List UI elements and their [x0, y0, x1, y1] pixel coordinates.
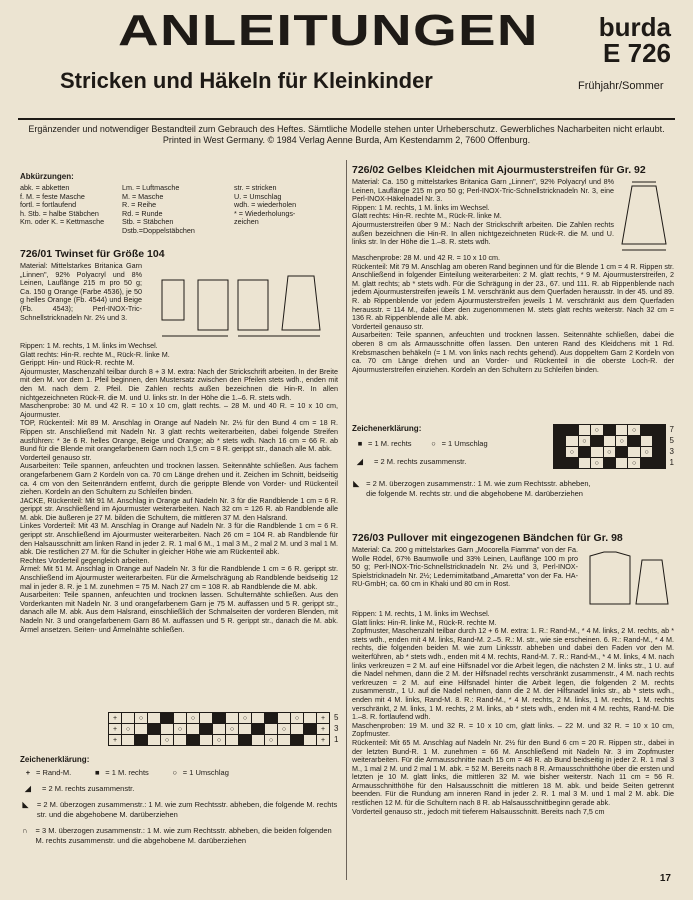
- chart-cell: [578, 447, 590, 458]
- twinset-material: Material: Mittelstarkes Britanica Garn „Linnen", 92% Polyacryl und 8% Leinen, Lauflänge 215 m pro 50 g; Ca. 150 g Orange (Farbe 4536), je 50 g helles Orange (Fb. 4544) und Beige (Fb. 4543); Perl-INOX-Tric-Schnellstricknadeln Nr. 2½ und 3.: [20, 261, 142, 322]
- kleidchen-maschenprobe: Maschenprobe: 28 M. und 42 R. = 10 x 10 cm.: [352, 253, 501, 262]
- legend-text: = 1 Umschlag: [182, 768, 229, 777]
- legend-item: [89, 768, 149, 778]
- chart-cell: [304, 735, 317, 746]
- chart-row: [553, 436, 665, 447]
- chart-cell: ○: [213, 735, 226, 746]
- chart-cell: [278, 735, 291, 746]
- chart-cell: [603, 436, 615, 447]
- chart-cell: [591, 436, 603, 447]
- chart-cell: [640, 458, 652, 469]
- circle-icon: ○: [172, 768, 178, 777]
- legal-notice: Ergänzender und notwendiger Bestandteil zum Gebrauch des Heftes. Sämtliche Modelle stehen unter Urheberschutz. Gewerbliches Nacharbeiten nicht erlaubt. Printed in West Germany. © 1984 Verlag Aenne Burda, Am Kestendamm 2, 7600 Offenburg.: [28, 124, 665, 145]
- chart-cell: [122, 713, 135, 724]
- sleeve-pattern-piece: [282, 276, 320, 330]
- left-decrease-icon: ◣: [353, 479, 359, 488]
- chart-cell: [265, 724, 278, 735]
- legend-item: [426, 439, 488, 449]
- chart-cell: ○: [566, 447, 578, 458]
- kleidchen-schematic-diagram: [618, 178, 672, 254]
- abbr-item: R. = Reihe: [122, 200, 157, 210]
- chart-cell: [553, 458, 565, 469]
- abbr-item: abk. = abketten: [20, 183, 70, 192]
- legend-text: = 1 M. rechts: [105, 768, 149, 777]
- chart-cell: [187, 735, 200, 746]
- kleidchen-ajour: Ajourmusterstreifen über 9 M.: Nach der Strickschrift arbeiten. Die Zahlen rechts außen bezeichnen die Hin-R. In allen nichtgezeichneten Rück-R. die M. und U. links str. In der Höhe die 1.–8. R. stets wdh.: [352, 219, 614, 247]
- twinset-top-back: TOP, Rückenteil: Mit 89 M. Anschlag in Orange auf Nadeln Nr. 2½ für den Bund 4 cm = 18 R. Rippen str. Anschließend mit Nadeln Nr. 3 glatt rechts weiterarbeiten, dabei folgende Streifen ausführen: * 3e 6 R. helles Orange, Beige und Orange; ab * stets wdh. Nach 16 cm = 66 R. ab Bund für die Blende mit orangefarbenem Garn noch 1,5 cm = 8 R. gerippt str., danach alle M. abk.: [20, 418, 338, 454]
- dress-pattern-piece: [622, 186, 666, 244]
- abbr-item: Km. oder K. = Kettmasche: [20, 217, 105, 227]
- abbr-item: * = Wiederholungs-: [234, 208, 296, 218]
- kleidchen-section: [352, 164, 674, 374]
- chart-cell: [122, 735, 135, 746]
- double-decrease-icon: ∩: [22, 826, 28, 835]
- issue-number: E 726: [603, 38, 671, 68]
- chart-cell: [200, 724, 213, 735]
- legend-item: [20, 800, 338, 820]
- kleidchen-chart-grid: [553, 424, 666, 469]
- circle-icon: ○: [431, 439, 436, 448]
- twinset-maschenprobe: Maschenprobe: 30 M. und 42 R. = 10 x 10 cm, glatt rechts. – 28 M. und 40 R. = 10 x 10 cm, Ajourmuster.: [20, 401, 338, 419]
- abbr-item: M. = Masche: [122, 191, 164, 201]
- twinset-ajourmuster: Ajourmuster, Maschenzahl teilbar durch 8 + 3 M. extra: Nach der Strickschrift arbeiten. In der Breite mit den M. vor dem 1. Pfeil beginnen, den Mustersatz zwischen den Pfeilen stets wdh., enden mit den M. nach dem 2. Pfeil. Die Zahlen rechts außen bezeichnen die Hin-R. In allen nichtgezeichneten Rück-R. die M. und U. links str. In der Höhe die 1.–6. R. stets wdh.: [20, 366, 338, 402]
- legend-text: = 3 M. überzogen zusammenstr.: 1 M. wie zum Rechtsstr. abheben, die beiden folgenden M. rechts zusammenstr. und die abgehobene M. darüberziehen: [35, 826, 332, 845]
- abbr-item: Dstb.=Doppelstäbchen: [122, 225, 195, 235]
- pullover-heading: 726/03 Pullover mit eingezogenen Bändchen für Gr. 98: [352, 532, 623, 544]
- pullover-rippen: Rippen: 1 M. rechts, 1 M. links im Wechsel.: [352, 609, 490, 618]
- twinset-glatt: Glatt rechts: Hin-R. rechte M., Rück-R. linke M.: [20, 349, 170, 359]
- chart-row: [553, 447, 665, 458]
- filled-square-icon: ■: [357, 439, 363, 448]
- chart-cell: [252, 713, 265, 724]
- abbr-item: wdh. = wiederholen: [234, 200, 297, 210]
- chart-cell: [615, 425, 627, 436]
- chart-cell: [252, 724, 265, 735]
- legend-text: = 2 M. rechts zusammenstr.: [374, 457, 467, 466]
- twinset-rippen: Rippen: 1 M. rechts, 1 M. links im Wechsel.: [20, 341, 158, 350]
- top-pattern-piece: [162, 280, 184, 320]
- chart-cell: [291, 735, 304, 746]
- legend-item: [20, 768, 71, 778]
- legend-item: [20, 826, 338, 846]
- row-number: 1: [669, 458, 674, 467]
- brand-block: [599, 14, 671, 66]
- chart-cell: ○: [603, 447, 615, 458]
- chart-cell: ○: [122, 724, 135, 735]
- twinset-top-front: Vorderteil genauso str.: [20, 452, 92, 462]
- chart-cell: [135, 735, 148, 746]
- chart-cell: [553, 447, 565, 458]
- twinset-section: [20, 248, 338, 634]
- chart-cell: +: [109, 735, 122, 746]
- header-divider: [18, 118, 675, 120]
- chart-cell: ○: [239, 713, 252, 724]
- jacket-back-pattern-piece: [198, 280, 228, 330]
- chart-row: [553, 458, 665, 469]
- pullover-schematic-diagram: [582, 546, 672, 610]
- twinset-sleeve: Ärmel: Mit 51 M. Anschlag in Orange auf Nadeln Nr. 3 für die Randblende 1 cm = 6 R. gerippt str. Anschließend im Ajourmuster weiterarbeiten. Für die Ärmelschrägung ab Randblende beidseitig 12 mal in jeder 8. R. je 1 M. zunehmen = 75 M. Nach 27 cm = 108 R. ab Randblende die M. abk.: [20, 564, 338, 591]
- chart-cell: ○: [615, 436, 627, 447]
- chart-cell: ○: [265, 735, 278, 746]
- chart-cell: [239, 724, 252, 735]
- chart-cell: [640, 425, 652, 436]
- pullover-section: [352, 532, 674, 816]
- chart-cell: ○: [578, 436, 590, 447]
- pullover-front: Vorderteil genauso str., jedoch mit tieferem Halsausschnitt. Bereits nach 7,5 cm: [352, 806, 605, 816]
- kleidchen-legend-heading: Zeichenerklärung:: [352, 424, 422, 433]
- chart-cell: [628, 447, 640, 458]
- twinset-chart-grid: [108, 712, 330, 746]
- chart-cell: ○: [174, 724, 187, 735]
- chart-cell: [566, 458, 578, 469]
- chart-cell: [291, 724, 304, 735]
- plus-icon: +: [25, 768, 31, 777]
- abbr-item: Rd. = Runde: [122, 208, 163, 218]
- chart-cell: +: [109, 713, 122, 724]
- chart-cell: [161, 713, 174, 724]
- abbr-item: fortl. = fortlaufend: [20, 200, 77, 210]
- kleidchen-glatt: Glatt rechts: Hin-R. rechte M., Rück-R. linke M.: [352, 211, 502, 221]
- chart-cell: [603, 458, 615, 469]
- chart-cell: [304, 713, 317, 724]
- abbreviations-box: [20, 172, 338, 242]
- chart-cell: [200, 735, 213, 746]
- abbreviations-heading: Abkürzungen:: [20, 172, 74, 181]
- twinset-jacket-left-front: Linkes Vorderteil: Mit 43 M. Anschlag in Orange auf Nadeln Nr. 3 für die Randblende 1 cm = 6 R. gerippt str. Anschließend im Ajourmuster weiterarbeiten. Nach 26 cm = 104 R. ab Randblende für den Halsausschnitt am linken Rand in jeder 2. R. 1 mal 6 M., 1 mal 3 M., 2 mal 2 M. und 3 mal 1 M. abk. Die restlichen 27 M. für die Schulter in gleicher Höhe wie am Rückenteil abk.: [20, 521, 338, 557]
- row-number: 3: [334, 724, 339, 733]
- twinset-jacket-right-front: Rechtes Vorderteil gegengleich arbeiten.: [20, 555, 150, 565]
- legend-item: [352, 479, 592, 499]
- column-divider: [346, 160, 347, 880]
- chart-cell: [653, 447, 665, 458]
- twinset-chart-row-numbers: [334, 712, 338, 746]
- chart-row: [109, 713, 330, 724]
- twinset-jacket-back: JACKE, Rückenteil: Mit 91 M. Anschlag in Orange auf Nadeln Nr. 3 für die Randblende 1 cm = 6 R. gerippt str. Anschließend im Ajourmuster weiterarbeiten. Nach 32 cm = 126 R. ab Randblende alle M. abk. Die äußeren je 27 M. bilden die Schultern, die mittleren 37 M. den Halsrand.: [20, 495, 338, 522]
- chart-cell: [135, 724, 148, 735]
- chart-cell: [640, 436, 652, 447]
- chart-cell: ○: [226, 724, 239, 735]
- kleidchen-rippen: Rippen: 1 M. rechts, 1 M. links im Wechsel.: [352, 202, 490, 212]
- twinset-knitting-chart: [108, 712, 338, 746]
- kleidchen-finish: Ausarbeiten: Teile spannen, anfeuchten und trocknen lassen. Seitennähte schließen, dabei die oberen 8 cm als Armausschnitte offen lassen. Den unteren Rand des Kleidchens mit 1 Rd. Krebsmaschen behäkeln (= 1 M. von links nach rechts gehend). Aus doppeltem Garn 2 Kordeln von ca. 70 cm Länge drehen und an Vorder- und Rückenteil in die oberste Loch-R. der Ajourmusterstreifen einziehen. Kordeln an den Schultern zu Schleifen binden.: [352, 330, 674, 374]
- chart-cell: [174, 735, 187, 746]
- chart-cell: +: [109, 724, 122, 735]
- chart-cell: [213, 713, 226, 724]
- jacket-front-pattern-piece: [238, 280, 268, 330]
- legend-item: [167, 768, 229, 778]
- chart-row: [109, 724, 330, 735]
- chart-cell: [653, 436, 665, 447]
- row-number: 7: [669, 425, 674, 434]
- right-decrease-icon: ◢: [357, 457, 363, 466]
- pullover-zopfmuster: Zopfmuster, Maschenzahl teilbar durch 12 + 6 M. extra: 1. R.: Rand-M., * 4 M. links, 2 M. rechts, ab * stets wdh., enden mit 4 M. links, Rand-M. 2.–5. R.: M. str., wie sie erscheinen. 6. R.: Rand-M., * 4 M. rechts, die folgenden beiden M. wie zum Linksstr. abheben und dabei den Faden vor den M. weiterführen, ab * stets wdh., enden mit 4 M. rechts, Rand-M. 7. R.: Rand-M., * 4 M. links, 4 M. nach links verkreuzen = 2 M. auf eine Hilfsnadel vor die Arbeit legen, die nächsten 2 M. links str., 1 U. auf die Nadel nehmen, dann die 2 M. der Hilfsnadel rechts verschränkt zusammenstr., 4 M. nach rechts verkreuzen = 2 M. auf eine Hilfsnadel hinter die Arbeit legen, die folgenden 2 M. rechts zusammenstr., 1 U. auf die Nadel nehmen, dann die 2 M. der Hilfsnadel links str., ab * stets wdh., enden mit 4 M. links, Rand-M. 8. R.: Rand-M., * 4 M. rechts, 2 M. links, 1 M. rechts, 1 M. rechts verschränkt, 2 M. links, 1 M. rechts, 2 M. links, ab * stets wdh., enden mit 4 M. rechts, Rand-M. Die 1.–8. R. fortlaufend wdh.: [352, 626, 674, 722]
- chart-cell: [226, 713, 239, 724]
- chart-cell: [553, 425, 565, 436]
- abbr-item: U. = Umschlag: [234, 191, 282, 201]
- chart-cell: ○: [628, 425, 640, 436]
- chart-cell: ○: [187, 713, 200, 724]
- kleidchen-knitting-chart: [553, 424, 674, 469]
- chart-cell: ○: [291, 713, 304, 724]
- chart-cell: [578, 458, 590, 469]
- abbr-item: f. M. = feste Masche: [20, 191, 85, 201]
- legend-item: [352, 439, 412, 449]
- chart-cell: ○: [161, 735, 174, 746]
- chart-cell: [628, 436, 640, 447]
- row-number: 5: [334, 713, 339, 722]
- twinset-legend: [20, 755, 338, 846]
- filled-square-icon: ■: [94, 768, 100, 777]
- left-decrease-icon: ◣: [22, 800, 29, 809]
- chart-cell: [615, 458, 627, 469]
- brand-name: burda: [598, 12, 671, 42]
- chart-cell: [265, 713, 278, 724]
- chart-cell: ○: [591, 458, 603, 469]
- row-number: 1: [334, 735, 339, 744]
- legend-text: = 2 M. überzogen zusammenstr.: 1 M. wie zum Rechtsstr. abheben, die folgende M. rechts str. und die abgehobene M. darüberziehen: [366, 479, 591, 498]
- chart-cell: +: [317, 735, 330, 746]
- twinset-gerippt: Gerippt: Hin- und Rück-R. rechte M.: [20, 358, 135, 368]
- abbr-item: str. = stricken: [234, 183, 277, 192]
- twinset-heading: 726/01 Twinset für Größe 104: [20, 248, 165, 260]
- twinset-schematic-diagram: [148, 262, 338, 342]
- chart-cell: [591, 447, 603, 458]
- legend-text: = Rand-M.: [36, 768, 72, 777]
- abbr-item: h. Stb. = halbe Stäbchen: [20, 208, 99, 218]
- chart-cell: [200, 713, 213, 724]
- season-label: Frühjahr/Sommer: [578, 80, 664, 92]
- kleidchen-heading: 726/02 Gelbes Kleidchen mit Ajourmusterstreifen für Gr. 92: [352, 164, 646, 176]
- chart-row: [553, 425, 665, 436]
- chart-cell: +: [317, 713, 330, 724]
- row-number: 5: [669, 436, 674, 445]
- twinset-legend-heading: Zeichenerklärung:: [20, 755, 90, 764]
- pullover-sleeve-piece: [636, 560, 668, 604]
- row-number: 3: [669, 447, 674, 456]
- legend-text: = 1 M. rechts: [368, 439, 412, 448]
- legend-item: [352, 457, 553, 467]
- twinset-top-finish: Ausarbeiten: Teile spannen, anfeuchten und trocknen lassen. Seitennähte schließen. Aus fachem orangefarbenem Garn 2 Kordeln von ca. 70 cm Länge drehen und it. Zeichen im Schnitt, beidseitig ca. 4 cm von den Seitenrändern entfernt, durch die gerippte Blende von Vorder- und Rückenteil ziehen. Kordeln an den Schultern zu Schleifen binden.: [20, 461, 338, 497]
- chart-cell: ○: [628, 458, 640, 469]
- chart-cell: [239, 735, 252, 746]
- abbr-item: Lm. = Luftmasche: [122, 183, 180, 192]
- chart-cell: +: [317, 724, 330, 735]
- chart-cell: [278, 713, 291, 724]
- right-decrease-icon: ◢: [25, 784, 31, 793]
- chart-cell: ○: [278, 724, 291, 735]
- pullover-material: Material: Ca. 200 g mittelstarkes Garn „Mocorella Fiamma" von der Fa. Wolle Rödel, 67% Baumwolle und 33% Leinen, Lauflänge 100 m pro 50 g; Perl-INOX-Tric-Schnellstricknadeln Nr. 2½ und 3, Perl-INOX-Spielstricknadeln Nr. 2½; Ledernimitatband „Amaretta" von der Fa. HA-RU-GmbH; ca. 60 cm in Khaki und 80 cm in Rost.: [352, 545, 578, 589]
- chart-cell: ○: [135, 713, 148, 724]
- chart-cell: [226, 735, 239, 746]
- abbr-item: zeichen: [234, 217, 259, 227]
- legend-text: = 1 Umschlag: [441, 439, 488, 448]
- chart-cell: [653, 425, 665, 436]
- pullover-glatt: Glatt links: Hin-R. linke M., Rück-R. rechte M.: [352, 617, 497, 627]
- twinset-jacket-finish: Ausarbeiten: Teile spannen, anfeuchten und trocknen lassen. Schulternähte schließen. Aus den Vorderkanten mit Nadeln Nr. 3 und orangefarbenem Garn je 75 M. auffassen und 5 R. gerippt str., danach alle M. abk. Aus dem Halsrand, einschließlich der Schmalseiten der vorderen Blenden, mit Nadeln Nr. 3 und orangefarbenem Garn 86 M. auffassen und 5 R. gerippt str., danach die M. abk. Ärmel ansetzen. Seiten- und Ärmelnähte schließen.: [20, 590, 338, 634]
- chart-cell: [566, 436, 578, 447]
- chart-cell: [148, 724, 161, 735]
- page-number: 17: [659, 873, 671, 884]
- abbreviations-col-3: [234, 184, 296, 227]
- chart-cell: ○: [591, 425, 603, 436]
- kleidchen-chart-row-numbers: [670, 424, 674, 469]
- magazine-title: ANLEITUNGEN: [118, 6, 539, 55]
- page-subtitle: Stricken und Häkeln für Kleinkinder: [60, 68, 433, 93]
- chart-cell: [578, 425, 590, 436]
- chart-cell: [161, 724, 174, 735]
- chart-cell: ○: [640, 447, 652, 458]
- abbreviations-col-2: [122, 184, 195, 236]
- chart-cell: [603, 425, 615, 436]
- kleidchen-back: Rückenteil: Mit 79 M. Anschlag am oberen Rand beginnen und für die Blende 1 cm = 4 R. Rippen str. Anschließend in folgender Einteilung weiterarbeiten: 2 M. glatt rechts, * 9 M. Ajourmusterstreifen, 2 M. glatt rechts; ab * stets wdh. Für die Schrägung in der 23., 67. und 111. R. ab Rippenblende nach jedem Ajourmusterstreifen jeweils 1 M. verschränkt aus dem Querfaden herausstr. In der 45. und 89. R. ab Rippenblende vor jedem Ajourmusterstreifen jeweils 1 M. verschränkt aus dem Querfaden herausstr. = 114 M., dabei über den zugenommenen M. stets glatt rechts weiterstr. Nach 32 cm = 136 R. ab Rippenblende alle M. abk.: [352, 261, 674, 323]
- chart-cell: [304, 724, 317, 735]
- chart-cell: [553, 436, 565, 447]
- abbreviations-col-1: [20, 184, 104, 227]
- chart-cell: [615, 447, 627, 458]
- pullover-back: Rückenteil: Mit 65 M. Anschlag auf Nadeln Nr. 2½ für den Bund 6 cm = 20 R. Rippen str., dabei in der letzten Bund-R. 1 M. zunehmen = 66 M. Anschließend mit Nadeln Nr. 3 im Zopfmuster weiterarbeiten. Für die Armausschnitte nach 15 cm = 48 R. ab Bund beidseitig in jeder 2. R. 1 mal 3 M., 1 mal 2 M. und 2 mal 1 M. abk. = 52 M. Bereits nach 8 R. Armausschnitthöhe über die ersten und letzten je 10 M. glatt links, die mittleren 32 M. wie bisher weiterstr. Nach 11 cm = 56 R. Armausschnitthöhe für den Halsausschnitt die mittleren 18 M. abk. und beide Seiten getrennt beenden. Für die Rundung am inneren Rand in jeder 2. R. 1 mal 3 M. und 1 mal 2 M. abk. Die restlichen 12 M. für die Schultern nach 8 R. ab Halsausschnittbeginn gerade abk.: [352, 737, 674, 808]
- chart-row: [109, 735, 330, 746]
- chart-cell: [252, 735, 265, 746]
- chart-cell: [213, 724, 226, 735]
- pullover-body-piece: [590, 552, 630, 604]
- legend-text: = 2 M. überzogen zusammenstr.: 1 M. wie zum Rechtsstr. abheben, die folgende M. rechts str. und die abgehobene M. darüberziehen: [36, 800, 338, 819]
- pullover-maschenproben: Maschenproben: 19 M. und 32 R. = 10 x 10 cm, glatt links. – 22 M. und 32 R. = 10 x 10 cm, Zopfmuster.: [352, 720, 674, 739]
- chart-cell: [653, 458, 665, 469]
- chart-cell: [174, 713, 187, 724]
- kleidchen-legend: [352, 424, 674, 499]
- chart-cell: [148, 735, 161, 746]
- chart-cell: [566, 425, 578, 436]
- chart-cell: [187, 724, 200, 735]
- kleidchen-front: Vorderteil genauso str.: [352, 321, 424, 331]
- abbr-item: Stb. = Stäbchen: [122, 217, 174, 227]
- legend-text: = 2 M. rechts zusammenstr.: [42, 784, 135, 793]
- chart-cell: [148, 713, 161, 724]
- legend-item: [20, 784, 338, 794]
- kleidchen-material: Material: Ca. 150 g mittelstarkes Britanica Garn „Linnen", 92% Polyacryl und 8% Leinen, Lauflänge 215 m pro 50 g; Perl-INOX-Tric-Schnellstricknadeln Nr. 3, eine Perl-INOX-Häkelnadel Nr. 3.: [352, 177, 614, 204]
